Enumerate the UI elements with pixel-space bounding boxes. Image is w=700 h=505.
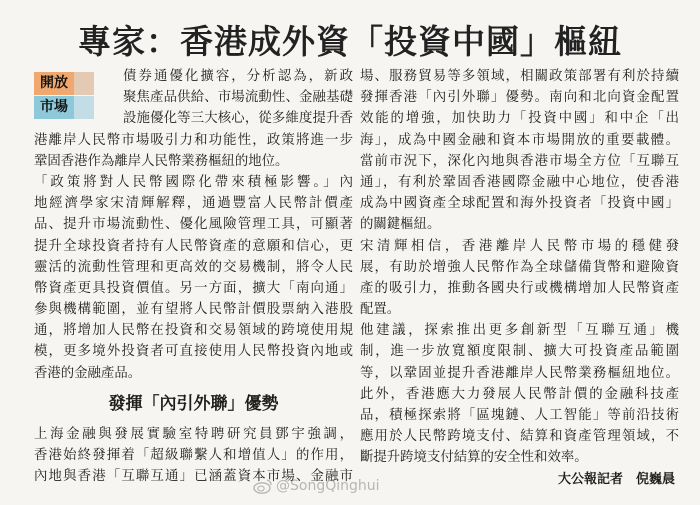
text-line: 的關鍵樞紐。	[360, 217, 441, 233]
text-line: 等，以鞏固並提升香港離岸人民幣業務樞紐地位。	[360, 365, 679, 381]
text-line: 內地與香港「互聯互通」已涵蓋資本市場、金融市	[34, 469, 353, 485]
text-line: 產的吸引力，推動各國央行或機構增加人民幣資產	[360, 280, 679, 296]
text-line: 配置。	[360, 302, 401, 318]
subheading: 發揮「內引外聯」優勢	[108, 393, 279, 414]
article-left-column	[34, 66, 353, 487]
text-line: 品、提升市場流動性、優化風險管理工具，可顯著	[34, 217, 353, 233]
text-line: 當前市況下，深化內地與香港市場全方位「互聯互	[360, 153, 679, 169]
section-tag-open: 開放	[34, 72, 74, 95]
text-line: 場、服務貿易等多領域，相關政策部署有利於持續	[360, 69, 679, 84]
text-line: 參與機構範圍，並有望將人民幣計價股票納入港股	[34, 302, 353, 318]
text-line: 地經濟學家宋清輝解釋，通過豐富人民幣計價產	[34, 196, 353, 212]
text-line: 他建議，探索推出更多創新型「互聯互通」機	[360, 323, 679, 339]
text-line: 上海金融與發展實驗室特聘研究員鄧宇強調，	[34, 426, 353, 442]
text-line: 香港的金融產品。	[34, 365, 142, 381]
text-line: 通，將增加人民幣在投資和交易領域的跨境使用規	[34, 323, 353, 339]
watermark: @SongQinghui	[276, 478, 380, 494]
text-line: 港離岸人民幣市場吸引力和功能性，政策將進一步	[34, 132, 353, 148]
text-line: 香港始終發揮着「超級聯繫人和增值人」的作用，	[34, 448, 353, 463]
text-line: 效能的增強，加快助力「投資中國」和中企「出	[360, 111, 679, 127]
byline: 大公報記者 倪巍晨	[557, 471, 675, 487]
text-line: 發揮香港「內引外聯」優勢。南向和北向資金配置	[360, 90, 679, 106]
text-line: 通」，有利於鞏固香港國際金融中心地位，使香港	[360, 174, 679, 190]
text-line: 模，更多境外投資者可直接使用人民幣投資內地或	[34, 344, 353, 360]
text-line: 應用於人民幣跨境支付、結算和資產管理領域，不	[360, 429, 679, 445]
text-line: 此外，香港應大力發展人民幣計價的金融科技產	[360, 386, 679, 402]
text-line: 債券通優化擴容，分析認為，新政	[123, 69, 353, 84]
headline: 專家：香港成外資「投資中國」樞紐	[78, 22, 622, 61]
weibo-icon	[253, 478, 273, 494]
text-line: 鞏固香港作為離岸人民幣業務樞紐的地位。	[34, 153, 289, 169]
text-line: 品，積極探索將「區塊鏈、人工智能」等前沿技術	[360, 408, 679, 423]
text-line: 幣資產更具投資價值。另一方面，擴大「南向通」	[34, 280, 353, 296]
text-line: 提升全球投資者持有人民幣資產的意願和信心，更	[34, 238, 353, 254]
text-line: 海」，成為中國金融和資本市場開放的重要載體。	[360, 132, 679, 148]
text-line: 斷提升跨境支付結算的安全性和效率。	[360, 450, 588, 466]
text-line: 聚焦產品供給、市場流動性、金融基礎	[123, 90, 353, 106]
text-line: 制，進一步放寬額度限制、擴大可投資產品範圍	[360, 344, 679, 360]
text-line: 靈活的流動性管理和更高效的交易機制，將令人民	[34, 259, 353, 275]
text-line: 宋清輝相信，香港離岸人民幣市場的穩健發	[360, 238, 679, 254]
text-line: 成為中國資產全球配置和海外投資者「投資中國」	[360, 196, 679, 212]
text-line: 設施優化等三大核心，從多維度提升香	[123, 111, 353, 127]
text-line: 「政策將對人民幣國際化帶來積極影響。」內	[34, 174, 353, 190]
text-line: 展，有助於增強人民幣作為全球儲備貨幣和避險資	[360, 259, 679, 275]
section-tag-market: 市場	[34, 96, 74, 119]
article-right-column	[360, 66, 679, 490]
